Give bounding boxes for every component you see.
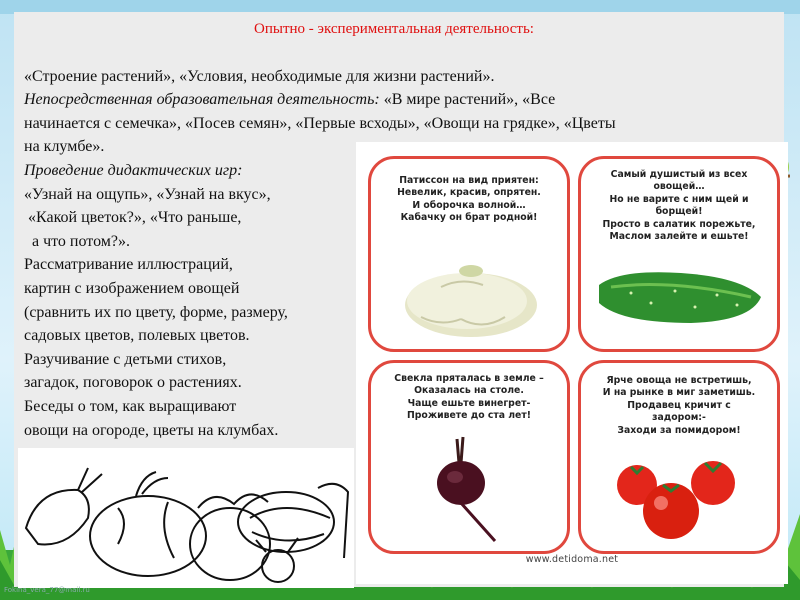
caption-line: Заходи за помидором! (617, 424, 741, 436)
text-line: «Узнай на ощупь», «Узнай на вкус», (24, 185, 271, 203)
caption-line: Но не варите с ним щей и (609, 193, 749, 205)
caption-line: Маслом залейте и ешьте! (609, 231, 749, 243)
card-caption (581, 169, 777, 243)
email-label: Fokina_vera_77@mail.ru (4, 586, 90, 594)
caption-line: Просто в салатик порежьте, (602, 218, 756, 230)
text-line-tail: «В мире растений», «Все (379, 91, 556, 109)
caption-line: Невелик, красив, опрятен. (397, 187, 541, 199)
tomato-image (601, 459, 761, 543)
caption-line: Продавец кричит с (627, 399, 731, 411)
card-caption (581, 375, 777, 437)
text-line: «Строение растений», «Условия, необходимые для жизни растений». (24, 67, 495, 85)
text-line: начинается с семечка», «Посев семян», «Первые всходы», «Овощи на грядке», «Цветы (24, 114, 616, 132)
text-line-italic: Непосредственная образовательная деятельность: (24, 91, 380, 109)
caption-line: борщей! (655, 206, 703, 218)
beet-image (417, 435, 507, 545)
text-line: картин с изображением овощей (24, 279, 240, 297)
text-line: загадок, поговорок о растениях. (24, 374, 242, 392)
pattison-image (401, 247, 541, 343)
caption-line: Кабачку он брат родной! (400, 212, 538, 224)
card-pattison (368, 156, 570, 352)
site-label: www.detidoma.net (525, 554, 619, 565)
vegetable-cards-sheet (356, 142, 788, 584)
slide-title: Опытно - экспериментальная деятельность: (254, 21, 534, 37)
caption-line: Свекла пряталась в земле – (394, 373, 544, 384)
caption-line: Патиссон на вид приятен: (399, 175, 539, 186)
card-beet (368, 360, 570, 554)
text-line: (сравнить их по цвету, форме, размеру, (24, 303, 288, 321)
caption-line: Оказалась на столе. (414, 385, 524, 397)
caption-line: задором:- (652, 412, 706, 424)
card-caption (371, 175, 567, 225)
text-line: на клумбе». (24, 138, 105, 156)
card-cucumber (578, 156, 780, 352)
vegetables-coloring-sketch (18, 448, 354, 588)
caption-line: Ярче овоща не встретишь, (606, 375, 752, 386)
text-line: Рассматривание иллюстраций, (24, 256, 233, 274)
text-line: «Какой цветок?», «Что раньше, (24, 209, 242, 227)
text-line: а что потом?». (24, 232, 130, 250)
caption-line: Чаще ешьте винегрет- (407, 397, 531, 409)
text-line: Проведение дидактических игр: (24, 161, 243, 179)
caption-line: Проживете до ста лет! (407, 410, 531, 422)
text-line: садовых цветов, полевых цветов. (24, 327, 250, 345)
text-line: Беседы о том, как выращивают (24, 397, 237, 415)
text-line: Разучивание с детьми стихов, (24, 350, 227, 368)
cucumber-image (591, 263, 767, 333)
caption-line: Самый душистый из всех (610, 169, 748, 180)
text-line (24, 88, 784, 112)
card-tomato (578, 360, 780, 554)
caption-line: И на рынке в миг заметишь. (602, 387, 756, 399)
card-caption (371, 373, 567, 423)
caption-line: овощей… (653, 181, 705, 193)
text-line: овощи на огороде, цветы на клумбах. (24, 421, 279, 439)
caption-line: И оборочка волной… (412, 199, 526, 211)
